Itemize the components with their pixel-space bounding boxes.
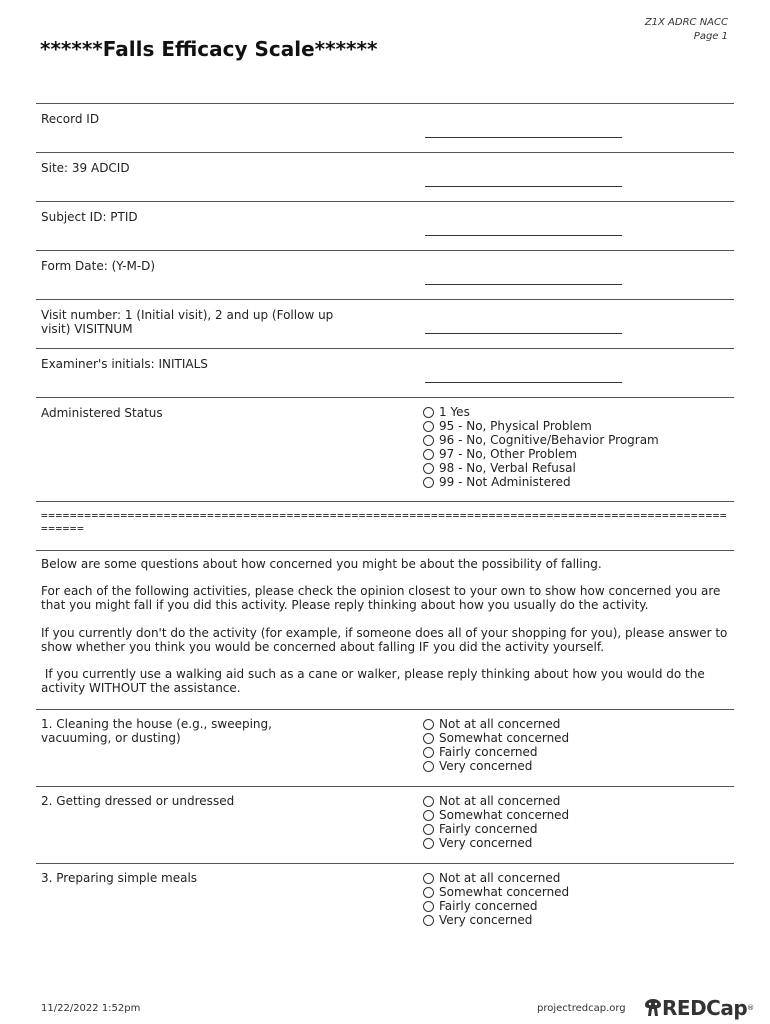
- radio-option[interactable]: [423, 836, 569, 850]
- text-input-line[interactable]: [425, 186, 622, 187]
- instructions-block: [36, 550, 734, 709]
- radio-circle-icon[interactable]: [423, 733, 434, 744]
- instruction-paragraph: If you currently use a walking aid such as a cane or walker, please reply thinking about how you would do the activity WITHOUT the assistance.: [41, 667, 709, 695]
- project-name: Z1X ADRC NACC: [644, 17, 728, 28]
- question-label: 3. Preparing simple meals: [41, 871, 198, 885]
- question-row: [36, 709, 734, 786]
- radio-circle-icon[interactable]: [423, 463, 434, 474]
- field-label: Administered Status: [41, 406, 163, 420]
- radio-circle-icon[interactable]: [423, 449, 434, 460]
- option-label: Fairly concerned: [439, 899, 538, 913]
- option-label: Very concerned: [439, 759, 533, 773]
- field-label: Record ID: [41, 112, 100, 126]
- option-label: Fairly concerned: [439, 745, 538, 759]
- redcap-logo-icon: [644, 998, 662, 1018]
- radio-circle-icon[interactable]: [423, 421, 434, 432]
- radio-circle-icon[interactable]: [423, 901, 434, 912]
- option-label: 99 - Not Administered: [439, 475, 571, 489]
- instruction-paragraph: Below are some questions about how concerned you might be about the possibility of falling.: [41, 557, 602, 571]
- field-administered-status: [36, 397, 734, 501]
- radio-option[interactable]: [423, 419, 659, 433]
- separator-row: [36, 501, 734, 550]
- radio-option[interactable]: [423, 475, 659, 489]
- page-number: Page 1: [693, 31, 728, 42]
- radio-option[interactable]: [423, 808, 569, 822]
- text-input-line[interactable]: [425, 333, 622, 334]
- radio-circle-icon[interactable]: [423, 915, 434, 926]
- radio-circle-icon[interactable]: [423, 747, 434, 758]
- radio-circle-icon[interactable]: [423, 477, 434, 488]
- radio-option[interactable]: [423, 794, 569, 808]
- radio-circle-icon[interactable]: [423, 873, 434, 884]
- field-label: Visit number: 1 (Initial visit), 2 and up (Follow up visit) VISITNUM: [41, 308, 334, 336]
- option-label: Somewhat concerned: [439, 808, 570, 822]
- form-title: ******Falls Efficacy Scale******: [40, 37, 378, 61]
- radio-option[interactable]: [423, 822, 569, 836]
- option-label: Not at all concerned: [439, 871, 561, 885]
- radio-option[interactable]: [423, 433, 659, 447]
- footer-date: 11/22/2022 1:52pm: [41, 1003, 141, 1014]
- question-row: [36, 863, 734, 934]
- radio-circle-icon[interactable]: [423, 435, 434, 446]
- text-input-line[interactable]: [425, 235, 622, 236]
- question-row: [36, 786, 734, 863]
- radio-option[interactable]: [423, 745, 569, 759]
- option-label: 97 - No, Other Problem: [439, 447, 578, 461]
- registered-mark: ®: [747, 1004, 755, 1012]
- question-label: 2. Getting dressed or undressed: [41, 794, 235, 808]
- radio-option[interactable]: [423, 447, 659, 461]
- instruction-paragraph: If you currently don't do the activity (for example, if someone does all of your shopping for you), please answer to show whether you think you would be concerned about falling IF you did the activity yourself.: [41, 626, 728, 654]
- radio-circle-icon[interactable]: [423, 761, 434, 772]
- text-input-line[interactable]: [425, 284, 622, 285]
- radio-option[interactable]: [423, 885, 569, 899]
- option-label: 98 - No, Verbal Refusal: [439, 461, 576, 475]
- option-label: Not at all concerned: [439, 794, 561, 808]
- redcap-logo: [644, 996, 754, 1020]
- radio-circle-icon[interactable]: [423, 796, 434, 807]
- option-label: Somewhat concerned: [439, 731, 570, 745]
- field-subject-id: [36, 201, 734, 250]
- footer-site-link[interactable]: projectredcap.org: [537, 1003, 626, 1014]
- field-form-date: [36, 250, 734, 299]
- field-record-id: [36, 103, 734, 152]
- radio-option[interactable]: [423, 871, 569, 885]
- form-body: [36, 103, 734, 934]
- radio-circle-icon[interactable]: [423, 824, 434, 835]
- page-header-info: [645, 16, 728, 44]
- radio-circle-icon[interactable]: [423, 719, 434, 730]
- option-label: 1 Yes: [439, 405, 470, 419]
- radio-circle-icon[interactable]: [423, 407, 434, 418]
- text-input-line[interactable]: [425, 382, 622, 383]
- radio-option[interactable]: [423, 405, 659, 419]
- administered-options: [423, 405, 659, 489]
- radio-option[interactable]: [423, 717, 569, 731]
- field-label: Site: 39 ADCID: [41, 161, 130, 175]
- option-label: Very concerned: [439, 836, 533, 850]
- instruction-paragraph: For each of the following activities, please check the opinion closest to your own to show how concerned you are that you might fall if you did this activity. Please reply thinking about how you usually do the activity.: [41, 584, 721, 612]
- redcap-logo-text: REDCap: [662, 996, 748, 1020]
- field-label: Subject ID: PTID: [41, 210, 138, 224]
- field-examiner-initials: [36, 348, 734, 397]
- field-label: Examiner's initials: INITIALS: [41, 357, 208, 371]
- option-label: 96 - No, Cognitive/Behavior Program: [439, 433, 659, 447]
- radio-option[interactable]: [423, 731, 569, 745]
- option-label: Very concerned: [439, 913, 533, 927]
- radio-option[interactable]: [423, 899, 569, 913]
- text-input-line[interactable]: [425, 137, 622, 138]
- option-label: Somewhat concerned: [439, 885, 570, 899]
- option-label: 95 - No, Physical Problem: [439, 419, 592, 433]
- option-label: Not at all concerned: [439, 717, 561, 731]
- concern-options: [423, 717, 569, 773]
- option-label: Fairly concerned: [439, 822, 538, 836]
- separator-text: =====================================================================================================: [41, 509, 728, 535]
- radio-circle-icon[interactable]: [423, 810, 434, 821]
- radio-circle-icon[interactable]: [423, 887, 434, 898]
- radio-circle-icon[interactable]: [423, 838, 434, 849]
- concern-options: [423, 871, 569, 927]
- radio-option[interactable]: [423, 461, 659, 475]
- field-label: Form Date: (Y-M-D): [41, 259, 156, 273]
- field-site: [36, 152, 734, 201]
- concern-options: [423, 794, 569, 850]
- question-label: 1. Cleaning the house (e.g., sweeping, vacuuming, or dusting): [41, 717, 272, 745]
- field-visit-number: [36, 299, 734, 348]
- radio-option[interactable]: [423, 759, 569, 773]
- radio-option[interactable]: [423, 913, 569, 927]
